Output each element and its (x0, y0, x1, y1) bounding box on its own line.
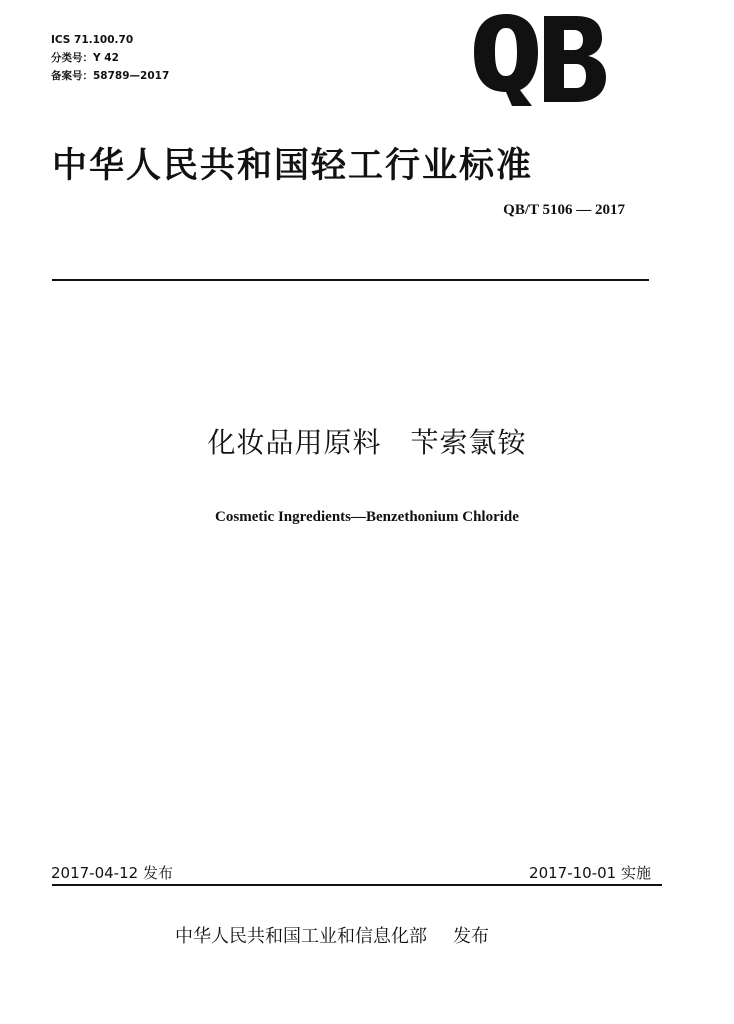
issue-label: 发布 (453, 926, 489, 947)
standard-number: QB/T 5106 — 2017 (503, 202, 625, 218)
document-title-english: Cosmetic Ingredients—Benzethonium Chloride (215, 509, 519, 525)
effective-date: 2017-10-01 实施 (529, 864, 651, 882)
record-number: 备案号：58789—2017 (51, 70, 170, 82)
ics-code: ICS 71.100.70 (51, 34, 134, 46)
document-title-chinese: 化妆品用原料 苄索氯铵 (207, 426, 527, 459)
header-divider (52, 279, 649, 281)
classification-block (51, 31, 169, 85)
issuing-authority: 中华人民共和国工业和信息化部 (175, 926, 427, 947)
publisher-line (175, 922, 489, 948)
qb-logo (468, 10, 608, 114)
issue-date: 2017-04-12 发布 (51, 864, 173, 882)
industry-standard-title: 中华人民共和国轻工行业标准 (52, 146, 534, 186)
footer-divider (52, 884, 662, 886)
category-code: 分类号：Y 42 (51, 52, 119, 64)
